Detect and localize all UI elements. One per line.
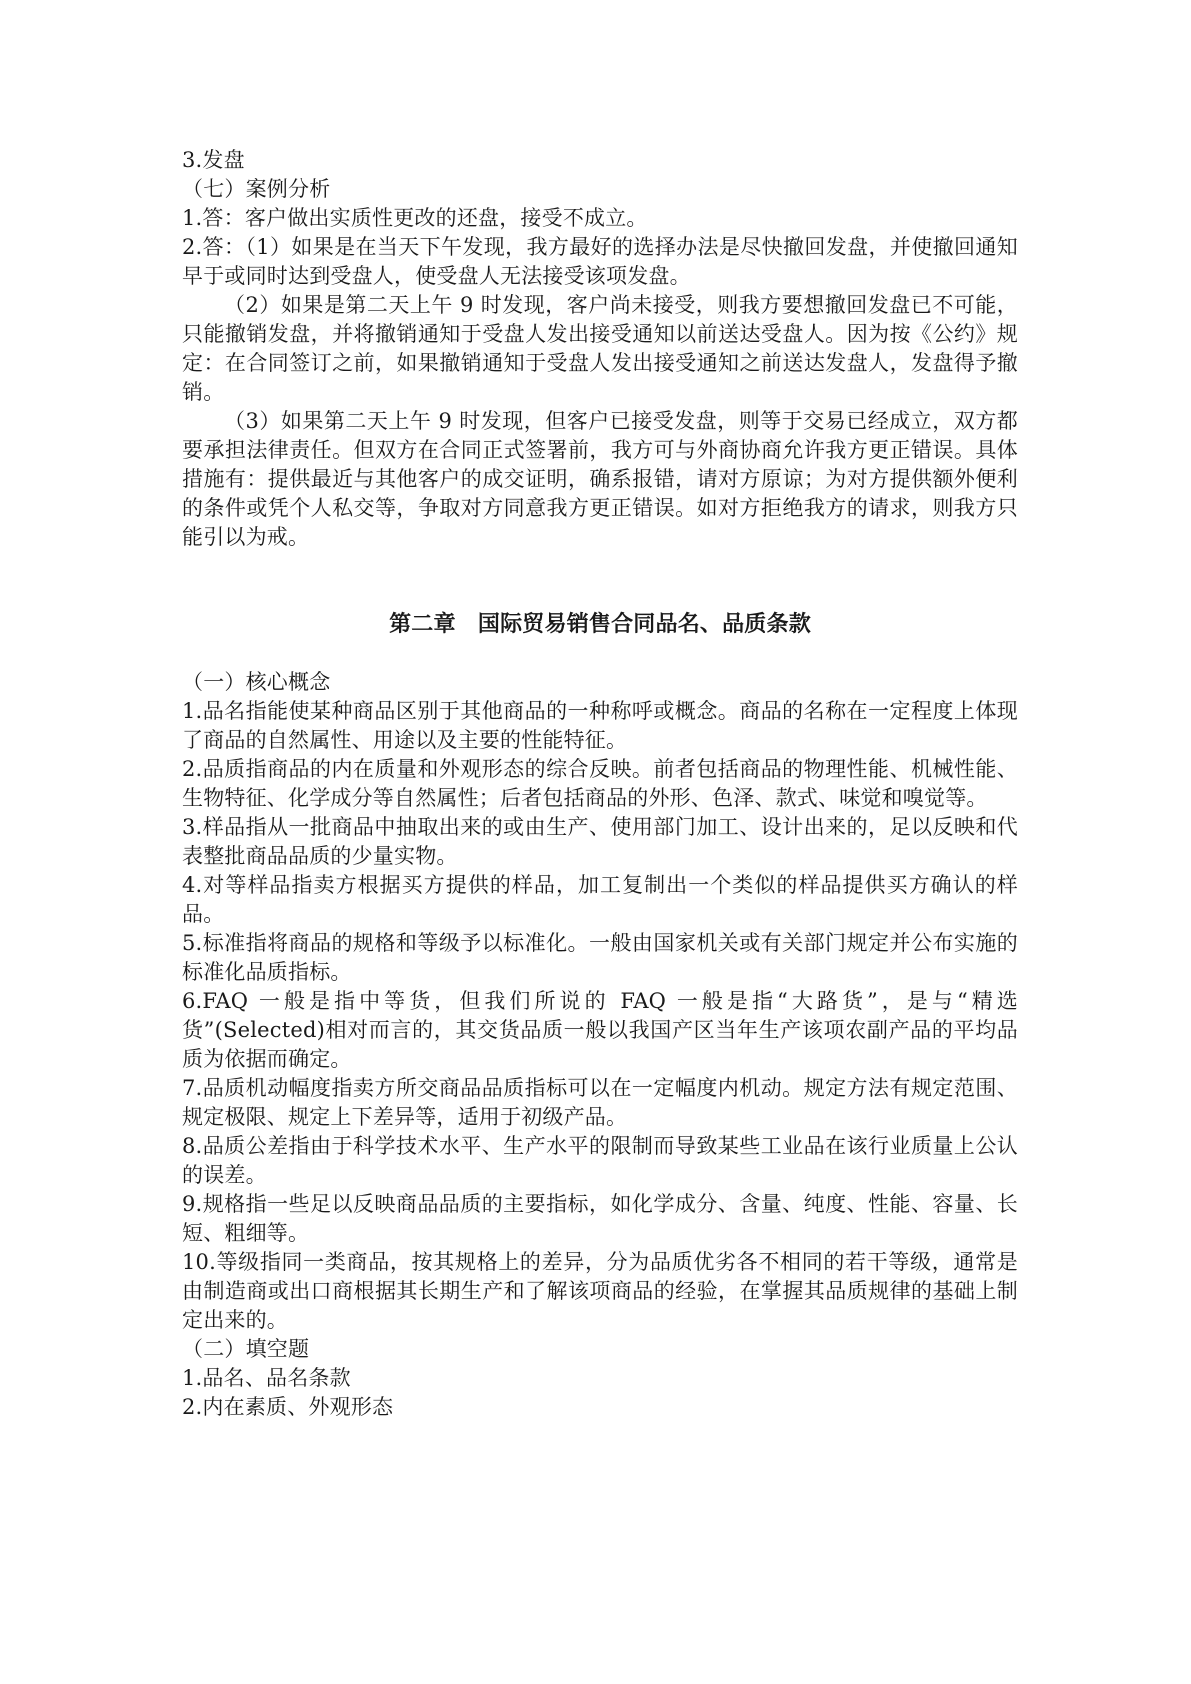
case-answer-2: 2.答：（1）如果是在当天下午发现，我方最好的选择办法是尽快撤回发盘，并使撤回通知早于或同时达到受盘人，使受盘人无法接受该项发盘。 [182, 235, 1018, 288]
case-answer-2-part-2: （2）如果是第二天上午 9 时发现，客户尚未接受，则我方要想撤回发盘已不可能，只能撤销发盘，并将撤销通知于受盘人发出接受通知以前送达受盘人。因为按《公约》规定：在合同签订之前，如果撤销通知于受盘人发出接受通知之前送达发盘人，发盘得予撤销。 [182, 293, 1018, 404]
concept-item: 7.品质机动幅度指卖方所交商品品质指标可以在一定幅度内机动。规定方法有规定范围、规定极限、规定上下差异等，适用于初级产品。 [182, 1076, 1018, 1129]
spacer [182, 552, 1018, 610]
answer-item-3: 3.发盘 [182, 148, 245, 172]
section-heading-fill-in: （二）填空题 [182, 1337, 310, 1361]
chapter-title: 第二章 国际贸易销售合同品名、品质条款 [389, 611, 811, 637]
concept-item: 10.等级指同一类商品，按其规格上的差异，分为品质优劣各不相同的若干等级，通常是由制造商或出口商根据其长期生产和了解该项商品的经验，在掌握其品质规律的基础上制定出来的。 [182, 1250, 1018, 1332]
case-answer-1: 1.答：客户做出实质性更改的还盘，接受不成立。 [182, 206, 648, 230]
fill-answer-2: 2.内在素质、外观形态 [182, 1395, 394, 1419]
case-answer-2-part-3: （3）如果第二天上午 9 时发现，但客户已接受发盘，则等于交易已经成立，双方都要承担法律责任。但双方在合同正式签署前，我方可与外商协商允许我方更正错误。具体措施有：提供最近与其他客户的成交证明，确系报错，请对方原谅；为对方提供额外便利的条件或凭个人私交等，争取对方同意我方更正错误。如对方拒绝我方的请求，则我方只能引以为戒。 [182, 409, 1018, 549]
concept-item: 2.品质指商品的内在质量和外观形态的综合反映。前者包括商品的物理性能、机械性能、生物特征、化学成分等自然属性；后者包括商品的外形、色泽、款式、味觉和嗅觉等。 [182, 757, 1018, 810]
section-heading-case-analysis: （七）案例分析 [182, 177, 331, 201]
document-page [182, 146, 1018, 1422]
concept-item: 8.品质公差指由于科学技术水平、生产水平的限制而导致某些工业品在该行业质量上公认的误差。 [182, 1134, 1018, 1187]
fill-answer-1: 1.品名、品名条款 [182, 1366, 351, 1390]
concept-item: 1.品名指能使某种商品区别于其他商品的一种称呼或概念。商品的名称在一定程度上体现了商品的自然属性、用途以及主要的性能特征。 [182, 699, 1018, 752]
spacer [182, 639, 1018, 668]
section-heading-core-concepts: （一）核心概念 [182, 670, 331, 694]
concept-item: 5.标准指将商品的规格和等级予以标准化。一般由国家机关或有关部门规定并公布实施的标准化品质指标。 [182, 931, 1018, 984]
concept-item: 3.样品指从一批商品中抽取出来的或由生产、使用部门加工、设计出来的，足以反映和代表整批商品品质的少量实物。 [182, 815, 1018, 868]
concept-item: 4.对等样品指卖方根据买方提供的样品，加工复制出一个类似的样品提供买方确认的样品。 [182, 873, 1018, 926]
concept-item: 6.FAQ 一般是指中等货，但我们所说的 FAQ 一般是指“大路货”，是与“精选货”(Selected)相对而言的，其交货品质一般以我国产区当年生产该项农副产品的平均品质为依据而确定。 [182, 989, 1018, 1071]
concept-item: 9.规格指一些足以反映商品品质的主要指标，如化学成分、含量、纯度、性能、容量、长短、粗细等。 [182, 1192, 1018, 1245]
